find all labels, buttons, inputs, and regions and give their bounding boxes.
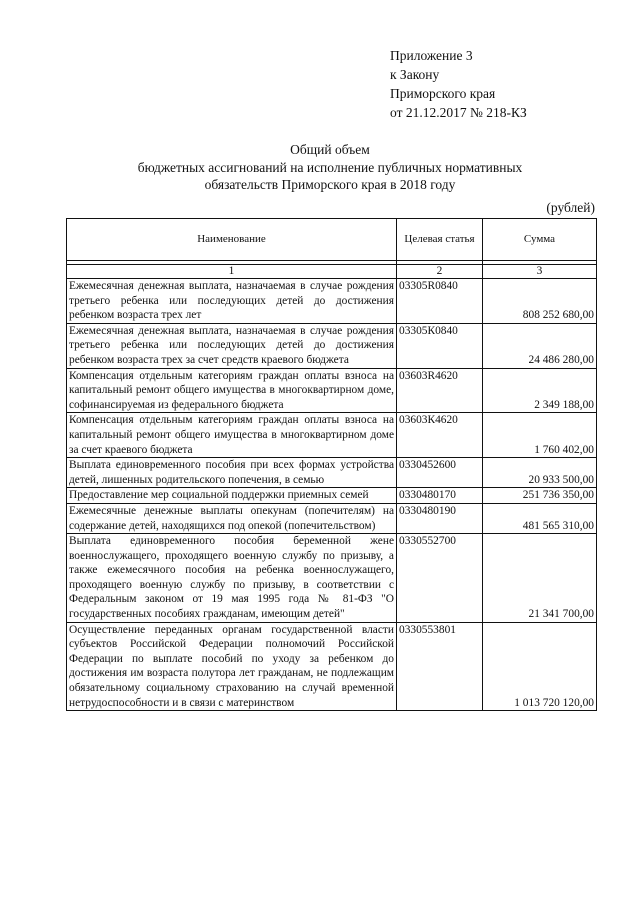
appendix-line-4: от 21.12.2017 № 218-КЗ bbox=[390, 105, 527, 120]
header-code: Целевая статья bbox=[397, 219, 483, 261]
row-name: Осуществление переданных органам государственной власти субъектов Российской Федерации полномочий Российской Федерации по выплате пособий по уходу за ребенком до достижения им возраста полутора лет гражданам, не подлежащим обязательному социальному страхованию на случай временной нетрудоспособности и в связи с материнством bbox=[67, 622, 397, 711]
row-sum: 251 736 350,00 bbox=[483, 488, 597, 504]
table-row bbox=[67, 323, 597, 368]
title-line-3: обязательств Приморского края в 2018 году bbox=[204, 177, 456, 192]
row-code: 0330452600 bbox=[397, 458, 483, 488]
units-label: (рублей) bbox=[546, 200, 595, 215]
header-sum: Сумма bbox=[483, 219, 597, 261]
appendix-block bbox=[390, 46, 527, 122]
column-number-row bbox=[67, 265, 597, 279]
appendix-line-3: Приморского края bbox=[390, 86, 496, 101]
table-row bbox=[67, 503, 597, 533]
row-sum: 2 349 188,00 bbox=[483, 368, 597, 413]
table-row bbox=[67, 413, 597, 458]
table-row bbox=[67, 622, 597, 711]
row-name: Предоставление мер социальной поддержки приемных семей bbox=[67, 488, 397, 504]
obligations-table bbox=[66, 218, 597, 711]
document-title bbox=[60, 141, 600, 194]
row-sum: 20 933 500,00 bbox=[483, 458, 597, 488]
appendix-line-2: к Закону bbox=[390, 67, 440, 82]
row-code: 0330480190 bbox=[397, 503, 483, 533]
row-name: Ежемесячные денежные выплаты опекунам (попечителям) на содержание детей, находящихся под опекой (попечительством) bbox=[67, 503, 397, 533]
row-code: 03305К0840 bbox=[397, 323, 483, 368]
row-name: Ежемесячная денежная выплата, назначаемая в случае рождения третьего ребенка или последующих детей до достижения ребенком возраста трех за счет средств краевого бюджета bbox=[67, 323, 397, 368]
row-code: 0330480170 bbox=[397, 488, 483, 504]
header-name: Наименование bbox=[67, 219, 397, 261]
row-code: 0330552700 bbox=[397, 534, 483, 623]
row-sum: 24 486 280,00 bbox=[483, 323, 597, 368]
row-sum: 1 013 720 120,00 bbox=[483, 622, 597, 711]
row-name: Выплата единовременного пособия при всех формах устройства детей, лишенных родительского попечения, в семью bbox=[67, 458, 397, 488]
table-row bbox=[67, 279, 597, 324]
table-row bbox=[67, 458, 597, 488]
row-code: 0330553801 bbox=[397, 622, 483, 711]
row-code: 03603R4620 bbox=[397, 368, 483, 413]
table-row bbox=[67, 488, 597, 504]
column-number-2: 2 bbox=[397, 265, 483, 279]
column-number-1: 1 bbox=[67, 265, 397, 279]
row-name: Ежемесячная денежная выплата, назначаемая в случае рождения третьего ребенка или последующих детей до достижения ребенком возраста трех лет bbox=[67, 279, 397, 324]
table-header-row bbox=[67, 219, 597, 261]
row-name: Выплата единовременного пособия беременной жене военнослужащего, проходящего военную службу по призыву, а также ежемесячного пособия на ребенка военнослужащего, проходящего военную службу по призыву, в соответствии с Федеральным законом от 19 мая 1995 года № 81-ФЗ "О государственных пособиях гражданам, имеющим детей" bbox=[67, 534, 397, 623]
row-name: Компенсация отдельным категориям граждан оплаты взноса на капитальный ремонт общего имущества в многоквартирном доме за счет краевого бюджета bbox=[67, 413, 397, 458]
row-code: 03603К4620 bbox=[397, 413, 483, 458]
row-code: 03305R0840 bbox=[397, 279, 483, 324]
table-row bbox=[67, 534, 597, 623]
row-name: Компенсация отдельным категориям граждан оплаты взноса на капитальный ремонт общего имущества в многоквартирном доме, софинансируемая из федерального бюджета bbox=[67, 368, 397, 413]
title-line-2: бюджетных ассигнований на исполнение публичных нормативных bbox=[137, 159, 523, 175]
appendix-line-1: Приложение 3 bbox=[390, 48, 473, 63]
row-sum: 808 252 680,00 bbox=[483, 279, 597, 324]
title-line-1: Общий объем bbox=[290, 142, 370, 157]
row-sum: 21 341 700,00 bbox=[483, 534, 597, 623]
row-sum: 481 565 310,00 bbox=[483, 503, 597, 533]
table-row bbox=[67, 368, 597, 413]
column-number-3: 3 bbox=[483, 265, 597, 279]
row-sum: 1 760 402,00 bbox=[483, 413, 597, 458]
